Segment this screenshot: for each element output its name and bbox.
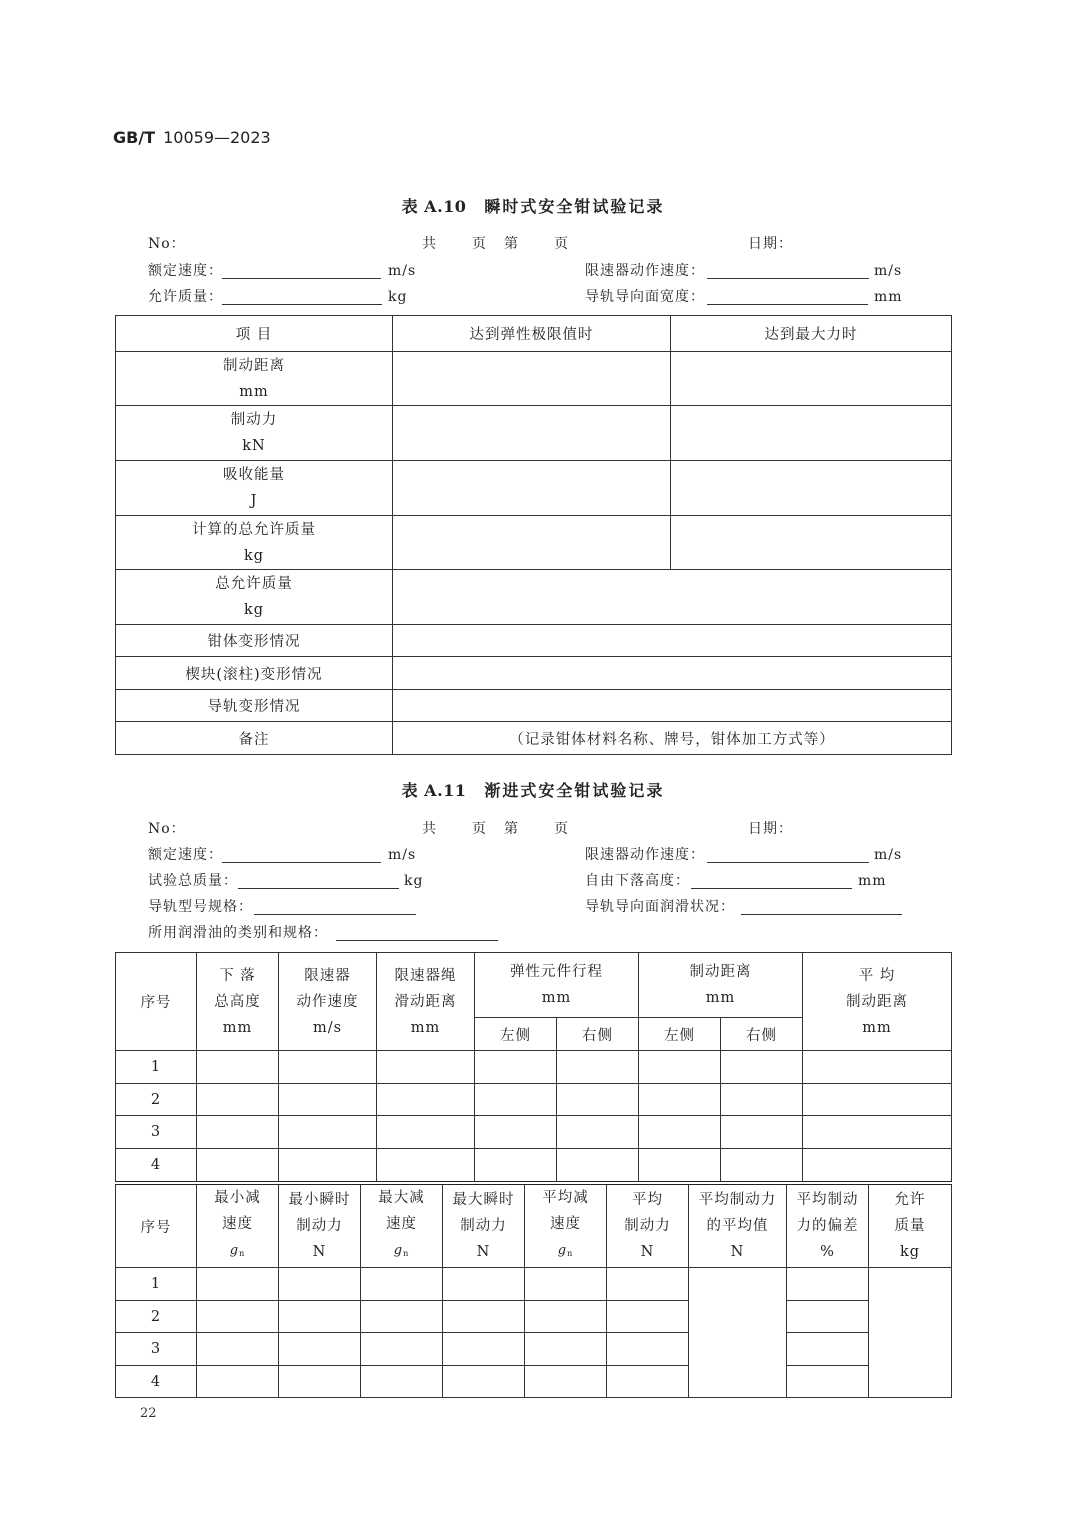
a11-total-pages-label: 共: [422, 821, 437, 837]
header-unit: %: [820, 1244, 835, 1260]
row-label-text: 制动距离: [223, 357, 285, 374]
data-cell: [721, 1084, 803, 1116]
a10-no-label: No：: [148, 236, 186, 252]
a11-free-fall-blank: [691, 888, 852, 889]
a11-rail-lubrication-blank: [741, 914, 902, 915]
data-cell: [279, 1333, 361, 1366]
col-header-fall-height: [197, 953, 279, 1051]
col-header-index: 序号: [116, 953, 197, 1051]
row-label: 导轨变形情况: [116, 690, 393, 722]
row-label-unit: mm: [239, 383, 269, 400]
header-line: 平均制动: [796, 1192, 859, 1208]
table-row: [116, 1333, 952, 1366]
row-index: 4: [116, 1366, 197, 1398]
table-a10: [115, 315, 952, 755]
data-cell: [361, 1301, 443, 1333]
col-header-min-force: [279, 1183, 361, 1268]
data-cell: [279, 1116, 377, 1149]
data-cell: [721, 1051, 803, 1084]
value-cell-max: [671, 352, 952, 406]
header-line: 制动距离: [689, 964, 752, 980]
a10-rated-speed-blank: [222, 278, 381, 279]
data-cell: [803, 1051, 952, 1084]
header-line: 平均减: [542, 1190, 589, 1206]
header-line: 总高度: [214, 993, 261, 1010]
data-cell: [377, 1051, 475, 1084]
header-line: 限速器: [304, 967, 351, 984]
a11-page-unit-2: 页: [554, 821, 569, 837]
a10-total-pages-label: 共: [422, 236, 437, 252]
header-line: 速度: [222, 1216, 253, 1232]
data-cell: [803, 1116, 952, 1149]
header-line: 平 均: [858, 967, 896, 984]
data-cell: [525, 1366, 607, 1398]
data-cell: [607, 1333, 689, 1366]
header-line: 速度: [386, 1216, 417, 1232]
table-row: [116, 352, 952, 406]
gn-symbol: g: [557, 1243, 568, 1258]
data-cell: [279, 1149, 377, 1182]
a10-rated-speed-label: 额定速度：: [148, 263, 223, 279]
header-unit-gn: [197, 1237, 278, 1267]
standard-number: 10059—2023: [163, 128, 271, 147]
table-a11-label: 表 A.11: [401, 781, 467, 800]
data-cell: [279, 1366, 361, 1398]
col-header-rope-slip: [377, 953, 475, 1051]
data-cell: [377, 1149, 475, 1182]
data-cell: [639, 1084, 721, 1116]
header-line: 最大减: [378, 1190, 425, 1206]
row-label-text: 总允许质量: [215, 576, 293, 592]
table-a10-title: [0, 194, 1066, 217]
a11-governor-speed-unit: m/s: [874, 847, 903, 863]
data-cell: [443, 1268, 525, 1301]
row-label-unit: kN: [242, 438, 266, 454]
value-cell-merged: [393, 657, 952, 690]
row-label-text: 吸收能量: [223, 467, 285, 483]
col-header-allowed-mass: [869, 1183, 952, 1268]
col-header-min-decel: [197, 1183, 279, 1268]
header-line: 制动力: [624, 1218, 671, 1234]
header-line: 最大瞬时: [452, 1192, 515, 1208]
a11-governor-speed-label: 限速器动作速度：: [585, 847, 705, 863]
a11-free-fall-unit: mm: [858, 873, 887, 889]
gn-symbol: g: [229, 1243, 240, 1258]
value-cell-elastic: [393, 516, 671, 570]
sub-header-distance-left: 左侧: [639, 1018, 721, 1051]
row-label: [116, 516, 393, 570]
a10-page-unit-2: 页: [554, 236, 569, 252]
header-line: 平均: [632, 1192, 663, 1208]
row-label-unit: J: [250, 493, 258, 509]
value-cell-max: [671, 461, 952, 516]
header-line: 制动距离: [846, 993, 908, 1010]
page-number: 22: [140, 1406, 157, 1421]
col-header-avg-distance: [803, 953, 952, 1051]
table-row: [116, 1366, 952, 1398]
header-line: 允许: [894, 1192, 926, 1208]
a11-rail-lubrication-label: 导轨导向面润滑状况：: [585, 899, 735, 915]
row-index: 3: [116, 1116, 197, 1149]
sub-header-distance-right: 右侧: [721, 1018, 803, 1051]
a11-test-mass-blank: [238, 888, 399, 889]
gn-subscript: n: [403, 1249, 410, 1258]
value-cell-elastic: [393, 352, 671, 406]
a11-governor-speed-blank: [707, 862, 869, 863]
col-header-spring-travel: [475, 953, 639, 1018]
value-cell-elastic: [393, 406, 671, 461]
header-unit: m/s: [312, 1019, 343, 1036]
a11-rail-model-blank: [254, 914, 416, 915]
header-line: 下 落: [219, 967, 256, 984]
table-a11-part2: [115, 1181, 952, 1398]
a11-no-label: No：: [148, 821, 186, 837]
header-unit: N: [730, 1244, 745, 1260]
header-unit-gn: [361, 1237, 442, 1267]
table-a11-part1: [115, 952, 952, 1182]
data-cell: [361, 1366, 443, 1398]
col-header-item: 项 目: [116, 316, 393, 352]
col-header-braking-distance: [639, 953, 803, 1018]
a11-rated-speed-label: 额定速度：: [148, 847, 223, 863]
data-cell: [721, 1149, 803, 1182]
data-cell: [475, 1116, 557, 1149]
table-row: [116, 1051, 952, 1084]
a10-governor-speed-blank: [707, 278, 869, 279]
row-index: 2: [116, 1301, 197, 1333]
row-label: [116, 461, 393, 516]
data-cell: [197, 1084, 279, 1116]
table-row: [116, 1301, 952, 1333]
data-cell: [361, 1268, 443, 1301]
header-unit: mm: [705, 990, 736, 1006]
table-row: [116, 690, 952, 722]
remarks-note: （记录钳体材料名称、牌号，钳体加工方式等）: [393, 722, 952, 755]
header-unit: kg: [899, 1244, 921, 1260]
row-label-text: 制动力: [230, 412, 278, 428]
header-unit: mm: [862, 1019, 892, 1036]
data-cell: [639, 1149, 721, 1182]
data-cell: [197, 1268, 279, 1301]
table-header-row: [116, 1183, 952, 1268]
a10-allowed-mass-unit: kg: [388, 289, 408, 305]
data-cell: [787, 1366, 869, 1398]
row-index: 1: [116, 1051, 197, 1084]
data-cell: [475, 1149, 557, 1182]
header-unit: N: [476, 1244, 491, 1260]
a11-lubricant-label: 所用润滑油的类别和规格：: [148, 925, 328, 941]
a10-governor-speed-unit: m/s: [874, 263, 903, 279]
table-row: [116, 461, 952, 516]
allowed-mass-cell: [869, 1268, 952, 1398]
table-a10-caption: 瞬时式安全钳试验记录: [484, 197, 665, 216]
data-cell: [787, 1333, 869, 1366]
a11-test-mass-label: 试验总质量：: [148, 873, 238, 889]
a11-rated-speed-unit: m/s: [388, 847, 417, 863]
table-row: [116, 1149, 952, 1182]
sub-header-spring-left: 左侧: [475, 1018, 557, 1051]
header-line: 平均制动力: [698, 1192, 777, 1208]
table-a11-title: [0, 778, 1066, 801]
table-row: [116, 516, 952, 570]
row-index: 4: [116, 1149, 197, 1182]
a10-allowed-mass-label: 允许质量：: [148, 289, 223, 305]
row-label: [116, 406, 393, 461]
sub-header-spring-right: 右侧: [557, 1018, 639, 1051]
value-cell-elastic: [393, 461, 671, 516]
value-cell-max: [671, 516, 952, 570]
header-line: 弹性元件行程: [510, 964, 603, 980]
header-line: 质量: [894, 1218, 926, 1234]
header-line: 速度: [550, 1216, 581, 1232]
data-cell: [197, 1301, 279, 1333]
data-cell: [525, 1333, 607, 1366]
gn-subscript: n: [567, 1249, 574, 1258]
data-cell: [377, 1084, 475, 1116]
header-line: 的平均值: [706, 1218, 769, 1234]
a10-guide-width-label: 导轨导向面宽度：: [585, 289, 705, 305]
data-cell: [443, 1366, 525, 1398]
data-cell: [787, 1268, 869, 1301]
data-cell: [557, 1051, 639, 1084]
table-header-row: [116, 316, 952, 352]
header-line: 限速器绳: [394, 967, 457, 984]
avg-force-mean-cell: [689, 1268, 787, 1398]
row-label-text: 计算的总允许质量: [192, 521, 316, 538]
data-cell: [279, 1051, 377, 1084]
col-header-max-force: 达到最大力时: [671, 316, 952, 352]
col-header-avg-force-deviation: [787, 1183, 869, 1268]
data-cell: [803, 1084, 952, 1116]
value-cell-merged: [393, 570, 952, 625]
data-cell: [377, 1116, 475, 1149]
col-header-max-force: [443, 1183, 525, 1268]
a10-date-label: 日期：: [748, 236, 793, 252]
row-label-unit: kg: [243, 602, 265, 618]
data-cell: [279, 1084, 377, 1116]
a11-date-label: 日期：: [748, 821, 793, 837]
data-cell: [443, 1333, 525, 1366]
header-unit: mm: [541, 990, 572, 1006]
gn-subscript: n: [239, 1249, 246, 1258]
data-cell: [443, 1301, 525, 1333]
value-cell-max: [671, 406, 952, 461]
col-header-governor-speed: [279, 953, 377, 1051]
table-row: [116, 1084, 952, 1116]
data-cell: [279, 1301, 361, 1333]
gn-symbol: g: [393, 1243, 404, 1258]
a10-allowed-mass-blank: [222, 304, 382, 305]
table-row: [116, 406, 952, 461]
data-cell: [197, 1149, 279, 1182]
a11-test-mass-unit: kg: [404, 873, 424, 889]
data-cell: [279, 1268, 361, 1301]
header-line: 滑动距离: [394, 993, 457, 1010]
data-cell: [557, 1149, 639, 1182]
table-row: [116, 570, 952, 625]
a11-free-fall-label: 自由下落高度：: [585, 873, 690, 889]
value-cell-merged: [393, 690, 952, 722]
a10-rated-speed-unit: m/s: [388, 263, 417, 279]
col-header-avg-decel: [525, 1183, 607, 1268]
row-label: [116, 570, 393, 625]
data-cell: [361, 1333, 443, 1366]
header-unit: N: [640, 1244, 655, 1260]
row-label: 备注: [116, 722, 393, 755]
row-label: [116, 352, 393, 406]
a11-rail-model-label: 导轨型号规格：: [148, 899, 253, 915]
data-cell: [607, 1366, 689, 1398]
standard-number-header: [113, 128, 271, 147]
a10-guide-width-unit: mm: [874, 289, 903, 305]
header-line: 最小瞬时: [288, 1192, 351, 1208]
standard-prefix: GB/T: [113, 128, 156, 147]
header-line: 制动力: [296, 1218, 343, 1234]
row-index: 3: [116, 1333, 197, 1366]
data-cell: [525, 1301, 607, 1333]
header-line: 力的偏差: [796, 1218, 859, 1234]
table-row: [116, 625, 952, 657]
value-cell-merged: [393, 625, 952, 657]
header-unit: N: [312, 1244, 327, 1260]
header-line: 最小减: [214, 1190, 261, 1206]
table-row: [116, 722, 952, 755]
table-header-row: [116, 953, 952, 1018]
a11-page-no-label: 第: [504, 821, 519, 837]
data-cell: [721, 1116, 803, 1149]
col-header-max-decel: [361, 1183, 443, 1268]
data-cell: [787, 1301, 869, 1333]
header-unit: mm: [410, 1019, 441, 1036]
col-header-index: 序号: [116, 1183, 197, 1268]
data-cell: [607, 1301, 689, 1333]
data-cell: [639, 1116, 721, 1149]
col-header-avg-force-mean: [689, 1183, 787, 1268]
header-line: 制动力: [460, 1218, 507, 1234]
data-cell: [607, 1268, 689, 1301]
header-unit-gn: [525, 1237, 606, 1267]
a11-page-unit-1: 页: [472, 821, 487, 837]
row-label: 楔块(滚柱)变形情况: [116, 657, 393, 690]
data-cell: [475, 1084, 557, 1116]
data-cell: [557, 1084, 639, 1116]
table-row: [116, 657, 952, 690]
a11-rated-speed-blank: [222, 862, 381, 863]
a10-governor-speed-label: 限速器动作速度：: [585, 263, 705, 279]
header-line: 动作速度: [296, 993, 359, 1010]
a10-page-unit-1: 页: [472, 236, 487, 252]
row-index: 1: [116, 1268, 197, 1301]
table-row: [116, 1268, 952, 1301]
data-cell: [525, 1268, 607, 1301]
row-label: 钳体变形情况: [116, 625, 393, 657]
col-header-elastic-limit: 达到弹性极限值时: [393, 316, 671, 352]
data-cell: [197, 1051, 279, 1084]
data-cell: [197, 1333, 279, 1366]
data-cell: [803, 1149, 952, 1182]
col-header-avg-force: [607, 1183, 689, 1268]
table-a11-caption: 渐进式安全钳试验记录: [484, 781, 665, 800]
row-index: 2: [116, 1084, 197, 1116]
row-label-unit: kg: [243, 547, 265, 564]
a11-lubricant-blank: [336, 940, 498, 941]
a10-guide-width-blank: [707, 304, 868, 305]
data-cell: [557, 1116, 639, 1149]
data-cell: [639, 1051, 721, 1084]
header-unit: mm: [222, 1019, 253, 1036]
a10-page-no-label: 第: [504, 236, 519, 252]
data-cell: [197, 1366, 279, 1398]
table-row: [116, 1116, 952, 1149]
data-cell: [197, 1116, 279, 1149]
data-cell: [475, 1051, 557, 1084]
table-a10-label: 表 A.10: [401, 197, 467, 216]
